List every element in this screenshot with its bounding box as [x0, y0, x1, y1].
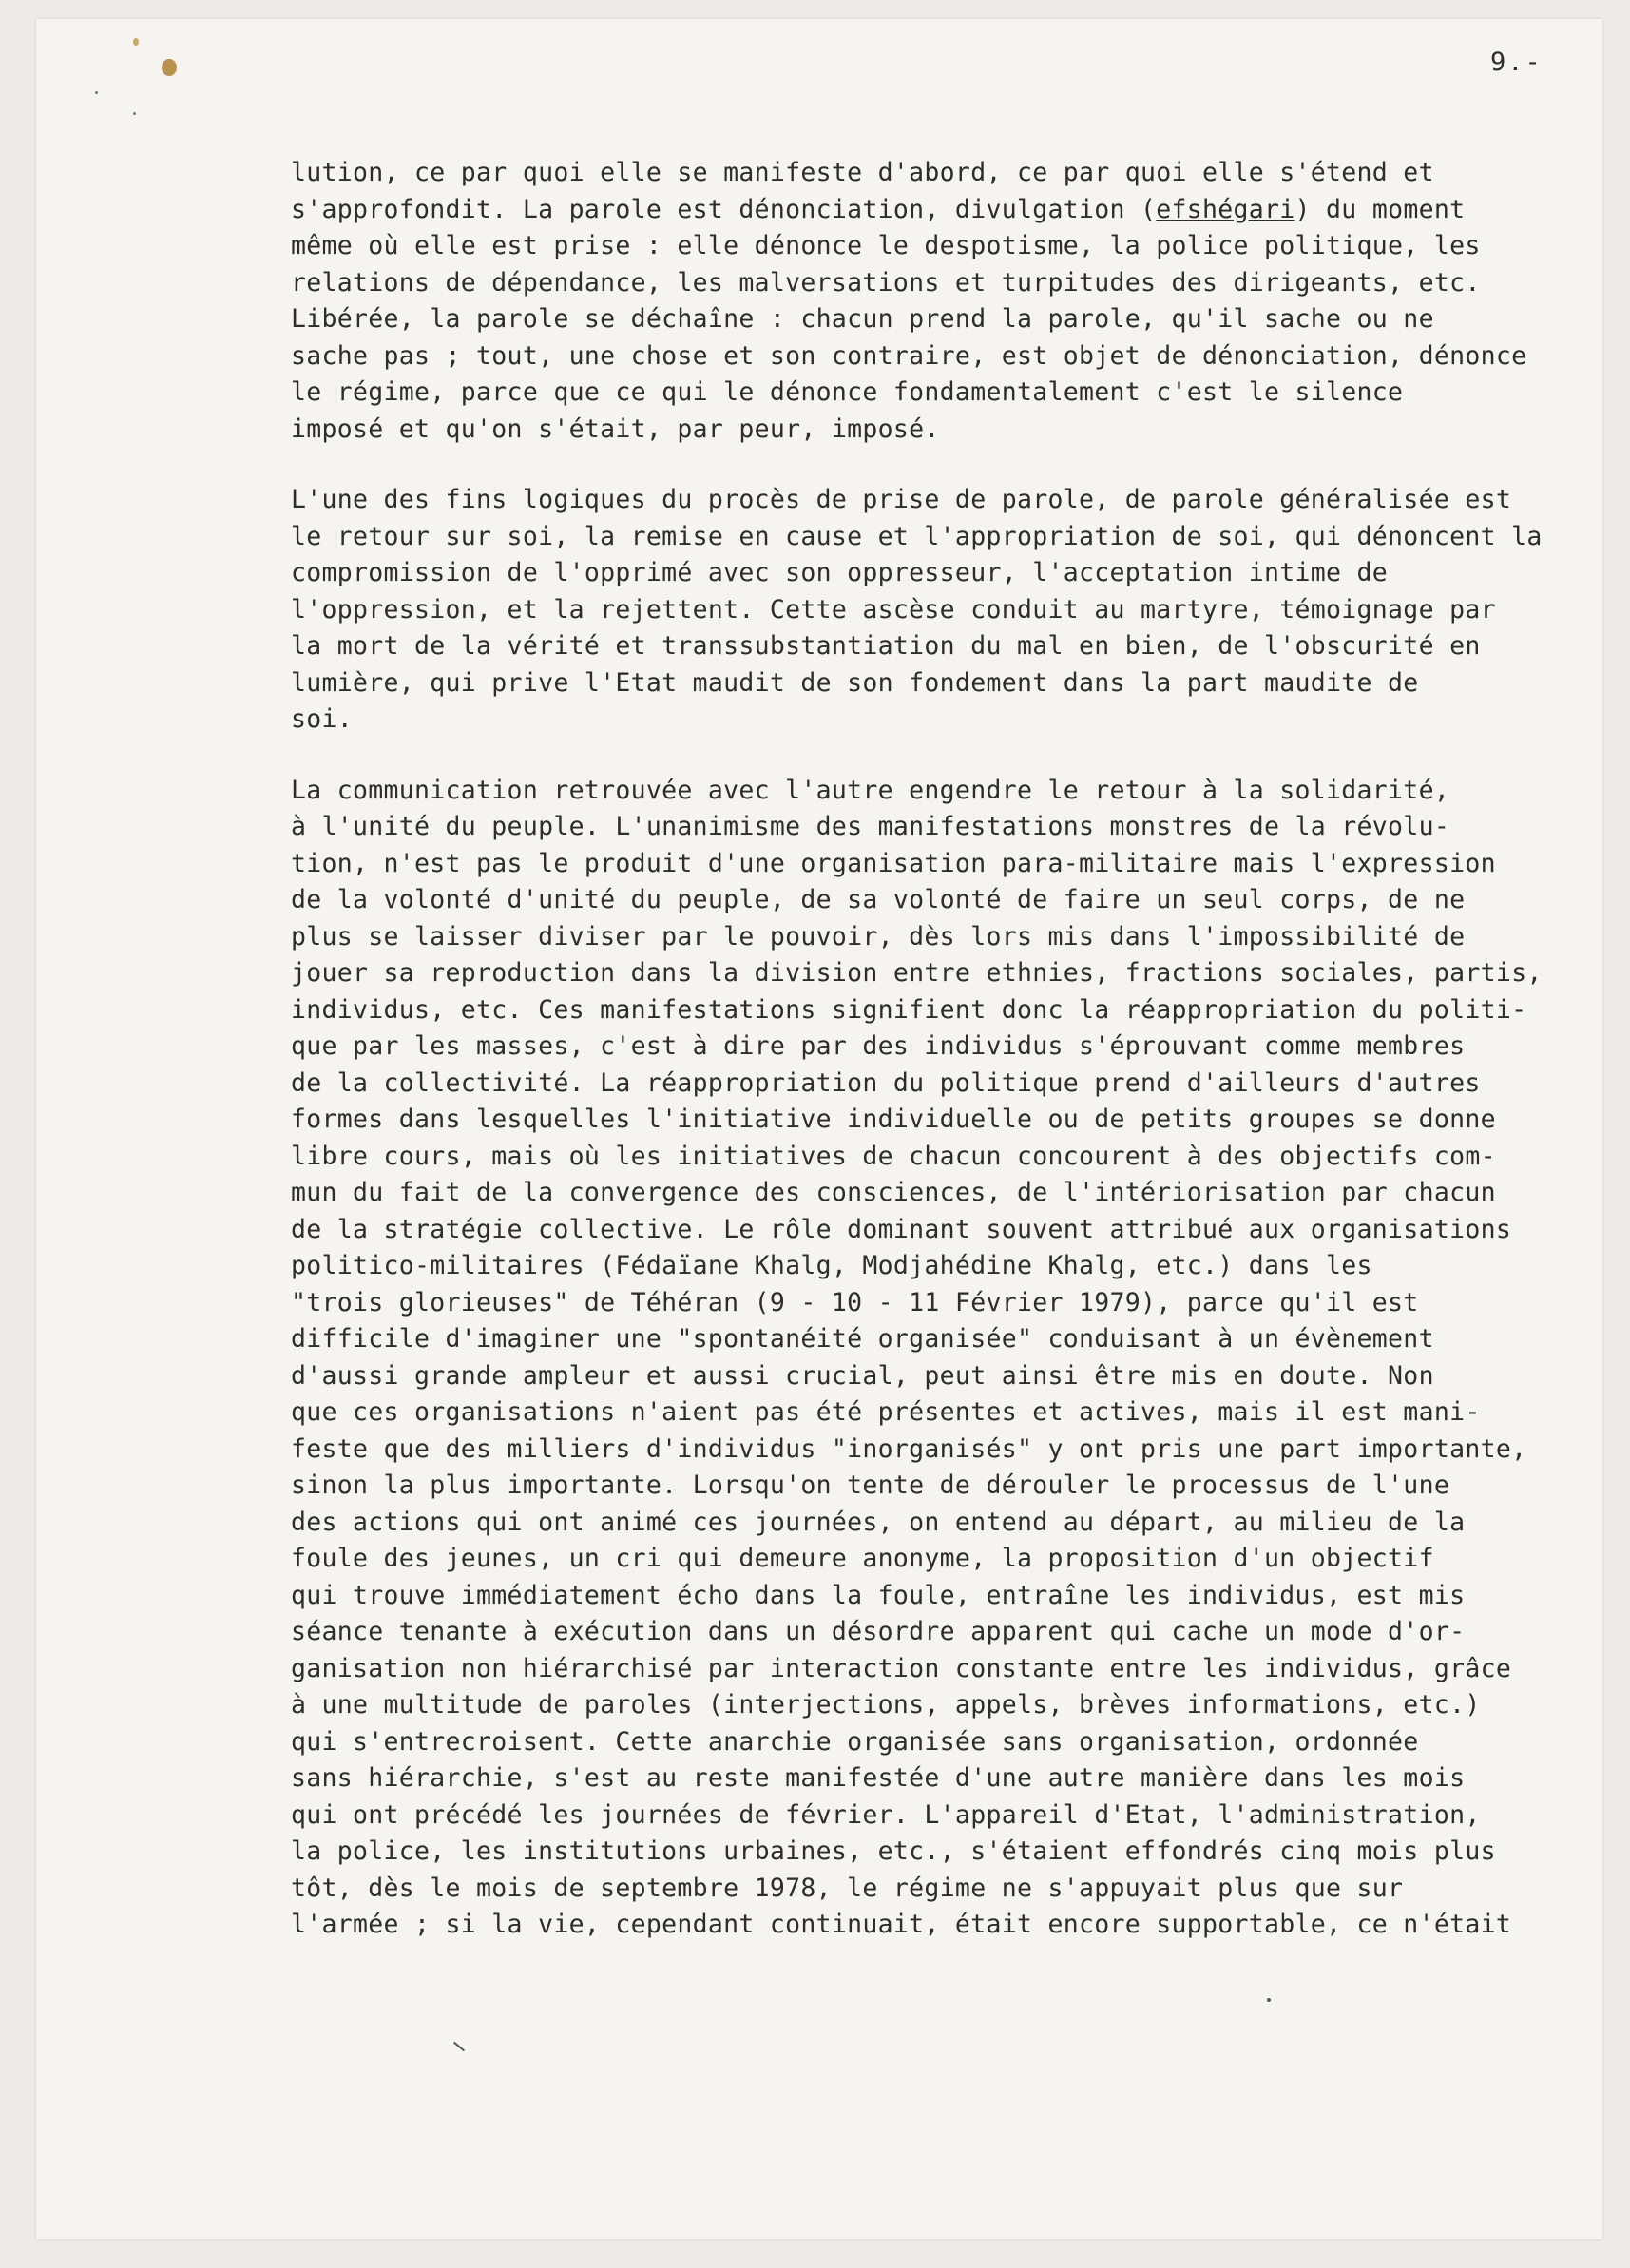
text-line: compromission de l'opprimé avec son oppresseur, l'acceptation intime de — [291, 558, 1389, 587]
text-line: sache pas ; tout, une chose et son contraire, est objet de dénonciation, dénonce — [291, 340, 1527, 371]
text-line: jouer sa reproduction dans la division entre ethnies, fractions sociales, partis, — [291, 958, 1543, 988]
text-line: d'aussi grande ampleur et aussi crucial, peut ainsi être mis en doute. Non — [291, 1360, 1434, 1391]
text-line: que ces organisations n'aient pas été présentes et actives, mais il est mani- — [291, 1397, 1481, 1427]
text-line: sans hiérarchie, s'est au reste manifestée d'une autre manière dans les mois — [291, 1763, 1466, 1793]
text-line: relations de dépendance, les malversations et turpitudes des dirigeants, etc. — [291, 267, 1481, 298]
text-line: tôt, dès le mois de septembre 1978, le régime ne s'appuyait plus que sur — [291, 1873, 1404, 1903]
text-line: à une multitude de paroles (interjections, appels, brèves informations, etc.) — [291, 1690, 1481, 1720]
text-line: L'une des fins logiques du procès de prise de parole, de parole généralisée est — [291, 485, 1512, 514]
text-line: La communication retrouvée avec l'autre engendre le retour à la solidarité, — [291, 775, 1450, 805]
text-line: même où elle est prise : elle dénonce le despotisme, la police politique, les — [291, 231, 1481, 260]
paper-stain — [162, 59, 177, 76]
paragraph-2 — [291, 482, 1583, 739]
text-line: la mort de la vérité et transsubstantiation du mal en bien, de l'obscurité en — [291, 631, 1481, 661]
document-page — [36, 19, 1602, 2239]
text-line: lumière, qui prive l'Etat maudit de son fondement dans la part maudite de — [291, 667, 1419, 698]
paper-stain — [133, 38, 139, 46]
paragraph-3 — [291, 773, 1583, 1944]
text-line: plus se laisser diviser par le pouvoir, dès lors mis dans l'impossibilité de — [291, 921, 1466, 951]
paper-speck — [95, 91, 98, 94]
text-line: "trois glorieuses" de Téhéran (9 - 10 - 11 Février 1979), parce qu'il est — [291, 1287, 1419, 1317]
text-line: à l'unité du peuple. L'unanimisme des manifestations monstres de la révolu- — [291, 812, 1450, 841]
text-line: mun du fait de la convergence des consciences, de l'intériorisation par chacun — [291, 1178, 1496, 1207]
text-line: de la volonté d'unité du peuple, de sa volonté de faire un seul corps, de ne — [291, 885, 1466, 914]
text-line: le régime, parce que ce qui le dénonce fondamentalement c'est le silence — [291, 377, 1404, 407]
text-line: feste que des milliers d'individus "inorganisés" y ont pris une part importante, — [291, 1433, 1527, 1464]
text-line: formes dans lesquelles l'initiative individuelle ou de petits groupes se donne — [291, 1105, 1496, 1134]
text-line: politico-militaires (Fédaïane Khalg, Modjahédine Khalg, etc.) dans les — [291, 1251, 1372, 1280]
body-text — [291, 155, 1583, 1978]
text-line: foule des jeunes, un cri qui demeure anonyme, la proposition d'un objectif — [291, 1544, 1434, 1573]
text-line: le retour sur soi, la remise en cause et l'appropriation de soi, qui dénoncent la — [291, 521, 1543, 551]
text-line: qui trouve immédiatement écho dans la foule, entraîne les individus, est mis — [291, 1580, 1466, 1610]
text-line: lution, ce par quoi elle se manifeste d'abord, ce par quoi elle s'étend et — [291, 158, 1434, 187]
paper-speck — [1267, 1998, 1271, 2002]
text-line: tion, n'est pas le produit d'une organisation para-militaire mais l'expression — [291, 848, 1496, 878]
text-line: qui s'entrecroisent. Cette anarchie organisée sans organisation, ordonnée — [291, 1726, 1419, 1757]
text-line: la police, les institutions urbaines, etc., s'étaient effondrés cinq mois plus — [291, 1836, 1496, 1866]
text-line: qui ont précédé les journées de février. L'appareil d'Etat, l'administration, — [291, 1799, 1481, 1830]
text-line-with-underlined-term: s'approfondit. La parole est dénonciation, divulgation (efshégari) du moment — [291, 194, 1466, 224]
text-line: imposé et qu'on s'était, par peur, imposé. — [291, 413, 940, 444]
paragraph-1 — [291, 155, 1583, 448]
text-line: l'armée ; si la vie, cependant continuait, était encore supportable, ce n'était — [291, 1910, 1512, 1939]
text-line: sinon la plus importante. Lorsqu'on tente de dérouler le processus de l'une — [291, 1470, 1450, 1500]
text-line: l'oppression, et la rejettent. Cette ascèse conduit au martyre, témoignage par — [291, 594, 1496, 625]
text-line: soi. — [291, 704, 354, 734]
text-line: de la collectivité. La réappropriation du politique prend d'ailleurs d'autres — [291, 1067, 1481, 1098]
text-line: Libérée, la parole se déchaîne : chacun prend la parole, qu'il sache ou ne — [291, 304, 1434, 334]
paper-speck — [133, 112, 136, 115]
text-line: difficile d'imaginer une "spontanéité organisée" conduisant à un évènement — [291, 1324, 1434, 1354]
text-line: des actions qui ont animé ces journées, on entend au départ, au milieu de la — [291, 1507, 1466, 1537]
page-number: 9.- — [1490, 48, 1543, 77]
text-line: que par les masses, c'est à dire par des individus s'éprouvant comme membres — [291, 1031, 1466, 1061]
underlined-term: efshégari — [1156, 194, 1295, 224]
text-line: individus, etc. Ces manifestations signifient donc la réappropriation du politi- — [291, 994, 1527, 1025]
text-line: séance tenante à exécution dans un désordre apparent qui cache un mode d'or- — [291, 1617, 1466, 1646]
text-line: ganisation non hiérarchisé par interaction constante entre les individus, grâce — [291, 1653, 1512, 1683]
text-line: de la stratégie collective. Le rôle dominant souvent attribué aux organisations — [291, 1214, 1512, 1244]
text-line: libre cours, mais où les initiatives de chacun concourent à des objectifs com- — [291, 1141, 1496, 1171]
